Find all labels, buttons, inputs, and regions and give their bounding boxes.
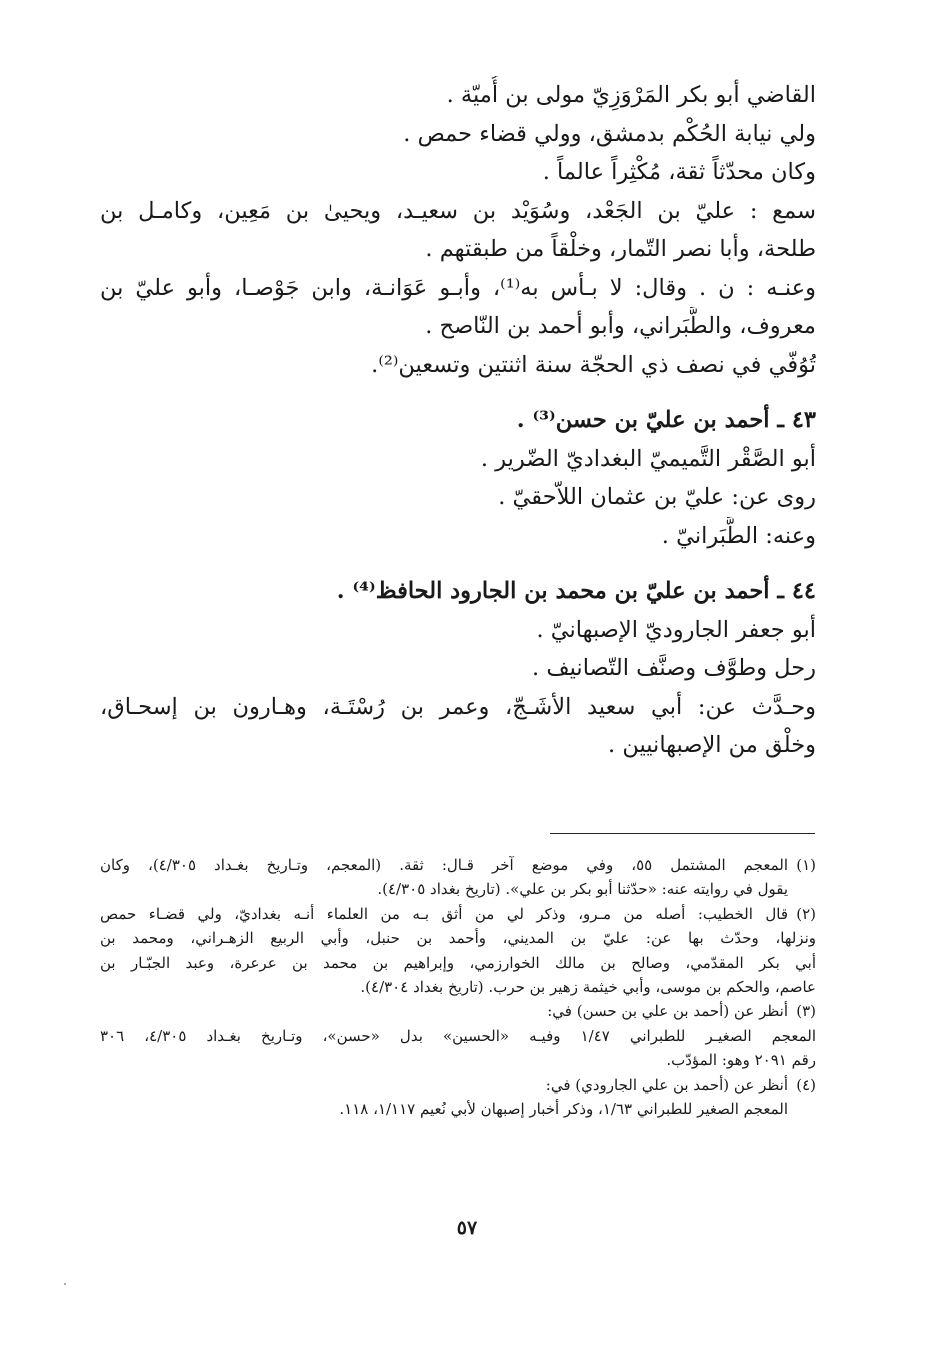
footnote-text: يقول في روايته عنه: «حدّثنا أبو بكر بن علي». (تاريخ بغداد ٤/٣٠٥). (377, 880, 788, 899)
text-line: وحـدَّث عن: أبي سعيد الأشَـجّ، وعمر بن رُسْتَـة، وهـارون بن إسحـاق، (100, 693, 816, 720)
footnote-text: عاصم، والحكم بن موسى، وأبي خيثمة زهير بن حرب. (تاريخ بغداد ٤/٣٠٤). (360, 977, 816, 996)
text-line: وخلْق من الإصبهانيين . (608, 732, 816, 758)
text-line: وكان محدّثاً ثقة، مُكْثِراً عالماً . (542, 159, 816, 185)
text-line: وعنـه : ن . وقال: لا بـأس به⁽¹⁾، وأبـو عَوَانـة، وابن جَوْصـا، وأبو عليّ بن (100, 274, 816, 301)
scan-speck (64, 1283, 66, 1285)
text-line: طلحة، وأبا نصر التّمار، وخلْقاً من طبقتهم . (425, 236, 816, 262)
footnote-2 (100, 902, 816, 926)
footnote-number: (١) (796, 856, 816, 874)
footnote-separator (550, 833, 815, 834)
footnote-text: أنظر عن (أحمد بن علي بن حسن) في: (547, 1002, 788, 1021)
footnote-text: المعجم المشتمل ٥٥، وفي موضع آخر قـال: ثقة. (المعجم، وتـاريخ بغـداد ٤/٣٠٥)، وكان (100, 856, 788, 874)
text-line: القاضي أبو بكر المَرْوَزِيّ مولى بن أُميّة . (446, 82, 816, 108)
footnote-text: أبي بكر المقدّمي، وصالح بن مالك الخوارزمي، وإبراهيم بن محمد بن عرعرة، وعبد الجبّـار بن (100, 953, 816, 972)
footnote-text: المعجم الصغير للطبراني ١/٦٣، وذكر أخبار إصبهان لأبي نُعيم ١/١١٧، ١١٨. (339, 1099, 788, 1118)
text-line: ولي نيابة الحُكْم بدمشق، وولي قضاء حمص . (403, 120, 816, 147)
main-text (100, 76, 816, 765)
footnote-3 (100, 999, 816, 1023)
footnotes (100, 853, 816, 1121)
footnote-1 (100, 853, 816, 877)
text-line: روى عن: عليّ بن عثمان اللاّحقيّ . (498, 484, 816, 510)
footnote-4 (100, 1073, 816, 1097)
footnote-number: (٤) (796, 1075, 816, 1094)
footnote-text: قال الخطيب: أصله من مـرو، وذكر لي من أثق بـه من العلماء أنـه بغداديّ، ولي قضـاء حمص (100, 904, 788, 923)
text-line: سمع : عليّ بن الجَعْد، وسُوَيْد بن سعيـد، ويحيىٰ بن مَعِين، وكامـل بن (100, 197, 816, 224)
entry-heading-44: ٤٤ ـ أحمد بن عليّ بن محمد بن الجارود الحافظ⁽⁴⁾ . (336, 578, 816, 604)
text-line: أبو جعفر الجاروديّ الإصبهانيّ . (536, 616, 816, 643)
text-line: أبو الصَّقْر التَّميميّ البغداديّ الضّرير . (480, 445, 816, 472)
page-number: ٥٧ (456, 1217, 478, 1239)
text-line: رحل وطوَّف وصنَّف التّصانيف . (532, 655, 816, 681)
footnote-text: ونزلها، وحدّث بها عن: عليّ بن المديني، وأحمد بن حنبل، وأبي الربيع الزهـراني، ومحمد بن (100, 929, 816, 948)
text-line: وعنه: الطَّبَرانيّ . (661, 522, 816, 549)
text-line: معروف، والطَّبَراني، وأبو أحمد بن النّاصح . (425, 313, 816, 339)
footnote-text: رقم ٢٠٩١ وهو: المؤدّب. (666, 1051, 816, 1070)
footnote-text: أنظر عن (أحمد بن علي الجارودي) في: (545, 1075, 788, 1094)
footnote-text: المعجم الصغيـر للطبراني ١/٤٧ وفيـه «الحسين» بدل «حسن»، وتـاريخ بغـداد ٤/٣٠٥، ٣٠٦ (100, 1026, 816, 1045)
text-line: تُوُفّي في نصف ذي الحجّة سنة اثنتين وتسعين⁽²⁾. (371, 351, 816, 378)
footnote-number: (٣) (796, 1002, 816, 1021)
footnote-number: (٢) (796, 904, 816, 923)
entry-heading-43: ٤٣ ـ أحمد بن عليّ بن حسن⁽³⁾ . (516, 407, 816, 433)
